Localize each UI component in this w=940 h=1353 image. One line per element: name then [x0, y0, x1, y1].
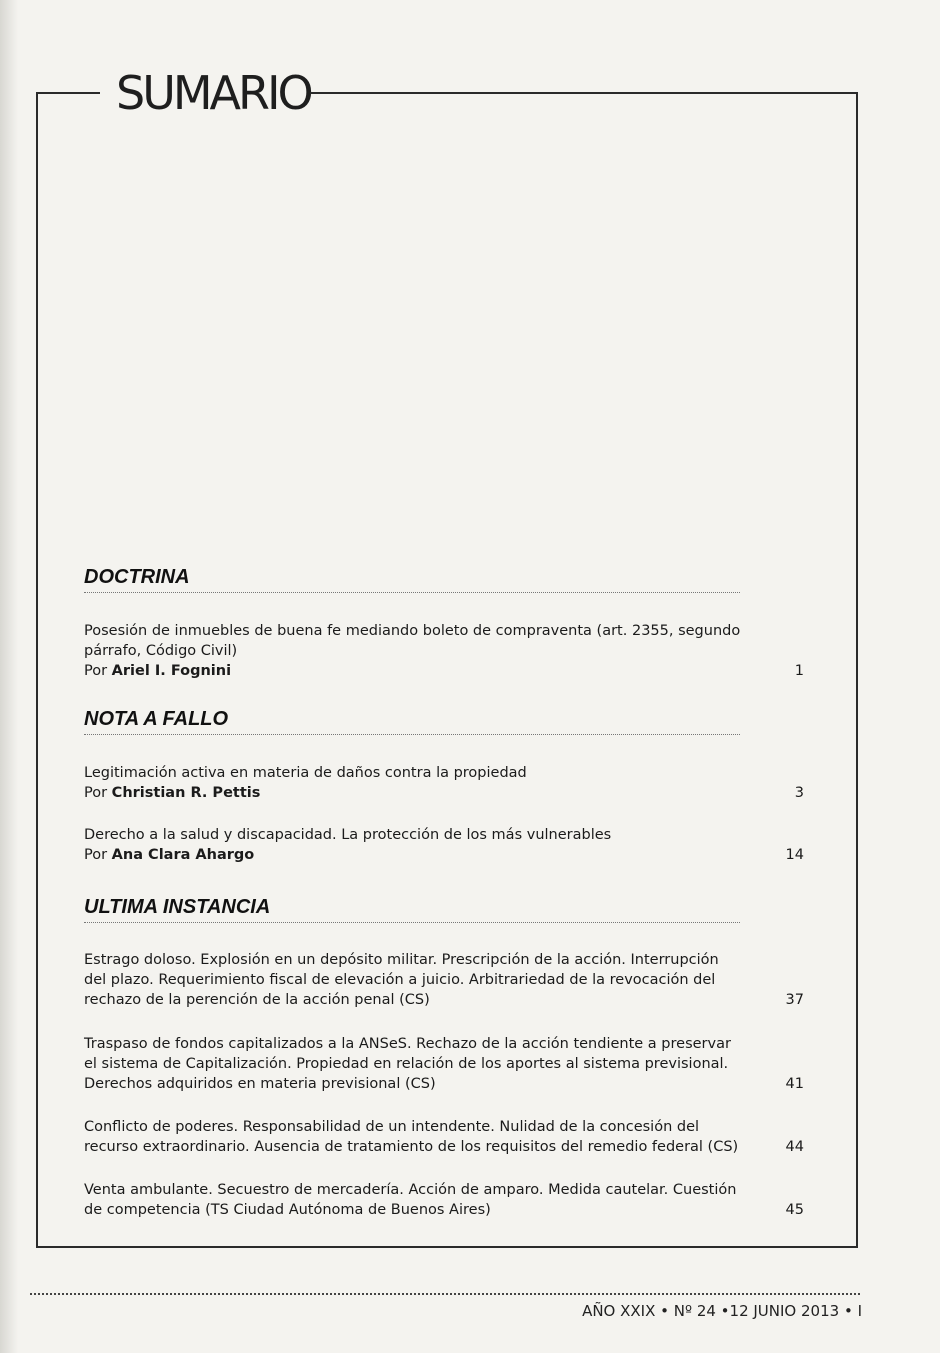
section-ultima-instancia [84, 896, 740, 923]
entry-page-number: 45 [785, 1202, 804, 1218]
entry-author: Por Christian R. Pettis [84, 785, 261, 801]
entry-page-number: 41 [785, 1076, 804, 1092]
page-edge-shadow [0, 0, 18, 1353]
toc-entry[interactable] [84, 825, 804, 865]
toc-entry[interactable] [84, 1034, 804, 1094]
title-rule-left [36, 92, 100, 94]
entry-author: Por Ana Clara Ahargo [84, 847, 255, 863]
entry-title: Traspaso de fondos capitalizados a la ANSeS. Rechazo de la acción tendiente a preservar el sistema de Capitalización. Propiedad en relación de los aportes al sistema previsional. Derechos adquiridos en materia previsional (CS) [84, 1036, 731, 1092]
entry-title: Legitimación activa en materia de daños contra la propiedad [84, 765, 527, 781]
title-rule-right [310, 92, 858, 94]
footer-divider [30, 1293, 860, 1295]
toc-entry[interactable] [84, 763, 804, 803]
title-row [36, 64, 858, 124]
toc-entry[interactable] [84, 950, 804, 1010]
entry-title: Conflicto de poderes. Responsabilidad de un intendente. Nulidad de la concesión del recurso extraordinario. Ausencia de tratamiento de los requisitos del remedio federal (CS) [84, 1119, 739, 1155]
section-heading: ULTIMA INSTANCIA [84, 896, 740, 923]
entry-title: Estrago doloso. Explosión en un depósito militar. Prescripción de la acción. Interrupción del plazo. Requerimiento fiscal de elevación a juicio. Arbitrariedad de la revocación del rechazo de la perención de la acción penal (CS) [84, 952, 719, 1008]
entry-page-number: 14 [785, 847, 804, 863]
entry-page-number: 37 [785, 992, 804, 1008]
entry-page-number: 1 [794, 663, 804, 679]
toc-entry[interactable] [84, 621, 804, 681]
entry-page-number: 44 [785, 1139, 804, 1155]
entry-title: Venta ambulante. Secuestro de mercadería. Acción de amparo. Medida cautelar. Cuestión de competencia (TS Ciudad Autónoma de Buenos Aires) [84, 1182, 737, 1218]
toc-entry[interactable] [84, 1117, 804, 1157]
entry-title: Posesión de inmuebles de buena fe mediando boleto de compraventa (art. 2355, segundo párrafo, Código Civil) [84, 623, 741, 659]
entry-page-number: 3 [794, 785, 804, 801]
toc-entry[interactable] [84, 1180, 804, 1220]
section-doctrina [84, 566, 740, 593]
section-heading: DOCTRINA [84, 566, 740, 593]
entry-title: Derecho a la salud y discapacidad. La protección de los más vulnerables [84, 827, 612, 843]
footer-issue-info: AÑO XXIX • Nº 24 •12 JUNIO 2013 • I [582, 1302, 862, 1320]
section-nota-a-fallo [84, 708, 740, 735]
entry-author: Por Ariel I. Fognini [84, 663, 232, 679]
page-title: SUMARIO [116, 66, 311, 120]
section-heading: NOTA A FALLO [84, 708, 740, 735]
